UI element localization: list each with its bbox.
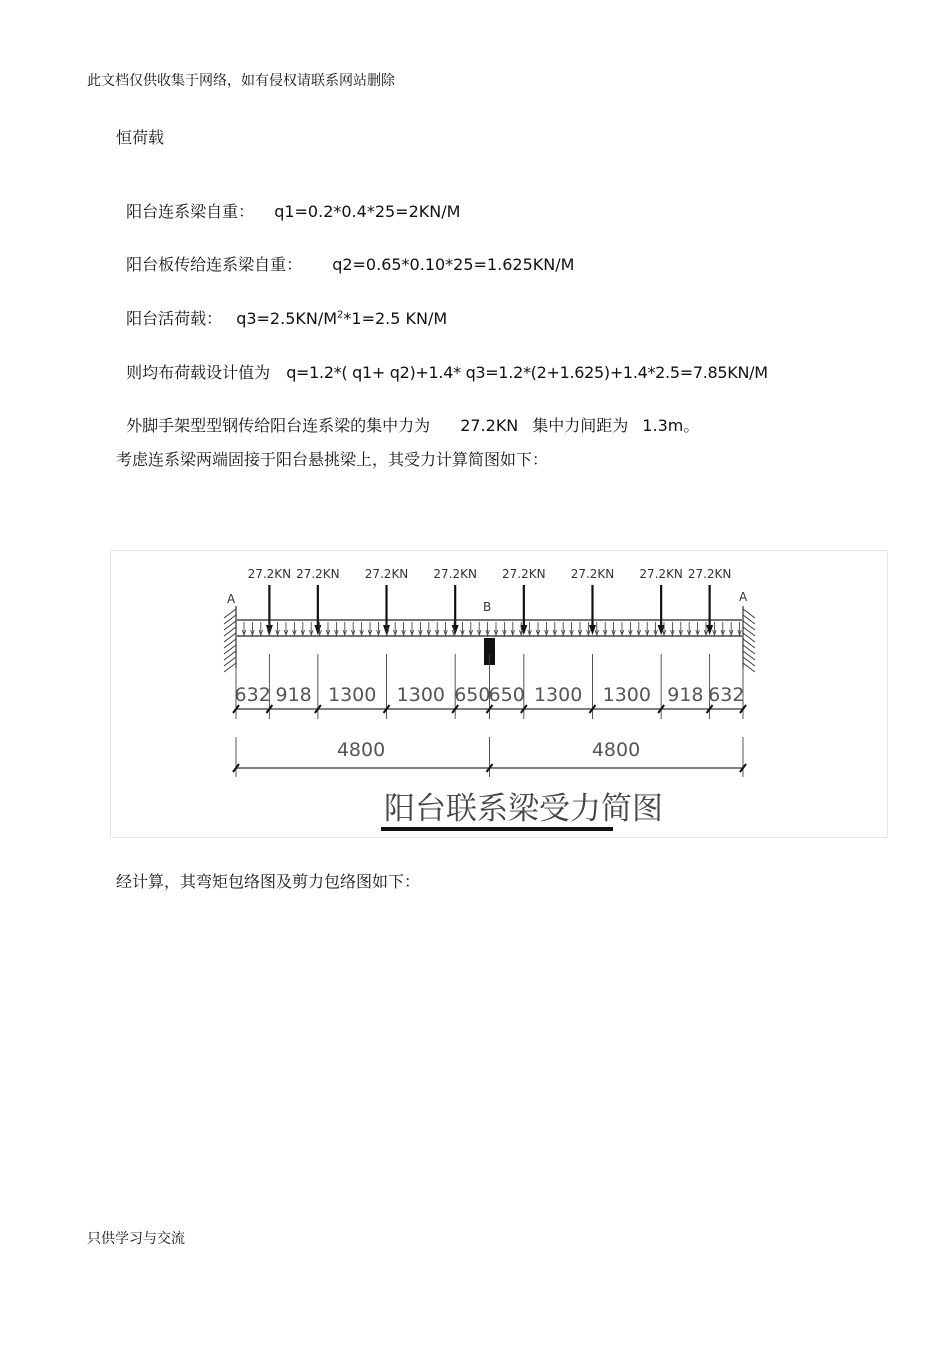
support-label-mid: B [483, 600, 492, 614]
document-footer: 只供学习与交流 [87, 1231, 185, 1247]
total-label-left: 4800 [336, 739, 386, 761]
point-load-label: 27.2KN [247, 567, 292, 581]
left-support-hatch [224, 609, 236, 672]
point-load-label: 27.2KN [687, 567, 732, 581]
line-value: q2=0.65*0.10*25=1.625KN/M [332, 255, 575, 274]
point-load-label: 27.2KN [296, 567, 340, 581]
span-labels [235, 684, 745, 706]
point-load-label: 27.2KN [639, 567, 683, 581]
span-label: 1300 [533, 684, 583, 706]
line-diagram-intro: 考虑连系梁两端固接于阳台悬挑梁上，其受力计算简图如下： [116, 450, 549, 469]
span-label: 650 [488, 684, 525, 706]
line-label: 阳台板传给连系梁自重： [126, 255, 303, 274]
point-load-label: 27.2KN [364, 567, 409, 581]
force-value: 27.2KN [460, 416, 519, 435]
point-load-arrowhead [706, 625, 713, 635]
line-concentrated-force [116, 394, 699, 436]
line-beam-self-weight [116, 180, 460, 222]
document-header: 此文档仅供收集于网络，如有侵权请联系网站删除 [87, 73, 395, 89]
span-label: 1300 [602, 684, 651, 706]
point-load-label: 27.2KN [433, 567, 477, 581]
support-label-right: A [739, 590, 748, 604]
support-label-left: A [227, 592, 236, 606]
line-value: q3=2.5KN/M [236, 309, 338, 328]
total-label-right: 4800 [591, 739, 641, 761]
span-label: 632 [234, 684, 271, 706]
line-value: q=1.2*( q1+ q2)+1.4* q3=1.2*(2+1.625)+1.4*2.5=7.85KN/M [286, 363, 768, 382]
right-support-hatch [743, 609, 755, 672]
line-slab-weight [116, 233, 574, 275]
span-label: 1300 [328, 684, 377, 706]
span-label: 918 [275, 684, 312, 706]
spacing-value: 1.3m。 [642, 416, 700, 435]
line-value-tail: *1=2.5 KN/M [343, 309, 448, 328]
diagram-svg [111, 551, 887, 837]
span-label: 918 [667, 684, 704, 706]
line-label: 阳台连系梁自重： [126, 202, 255, 221]
line-value: q1=0.2*0.4*25=2KN/M [274, 202, 461, 221]
line-live-load [116, 287, 447, 329]
span-label: 632 [708, 684, 745, 706]
diagram-title: 阳台联系梁受力简图 [384, 791, 663, 827]
point-load-arrowhead [452, 625, 459, 635]
line-part1: 外脚手架型型钢传给阳台连系梁的集中力为 [126, 416, 431, 435]
superscript: 2 [337, 309, 344, 321]
line-part2: 集中力间距为 [532, 416, 629, 435]
title-underline [381, 827, 613, 831]
beam-force-diagram [110, 550, 888, 838]
line-label: 则均布荷载设计值为 [126, 363, 271, 382]
line-label: 阳台活荷载： [126, 309, 223, 328]
total-ticks [233, 737, 746, 777]
section-title: 恒荷载 [116, 128, 165, 147]
span-label: 650 [454, 684, 491, 706]
span-label: 1300 [396, 684, 446, 706]
point-load-label: 27.2KN [570, 567, 615, 581]
line-envelope-intro: 经计算，其弯矩包络图及剪力包络图如下： [116, 872, 421, 891]
line-design-load [116, 341, 768, 383]
point-load-label: 27.2KN [502, 567, 546, 581]
